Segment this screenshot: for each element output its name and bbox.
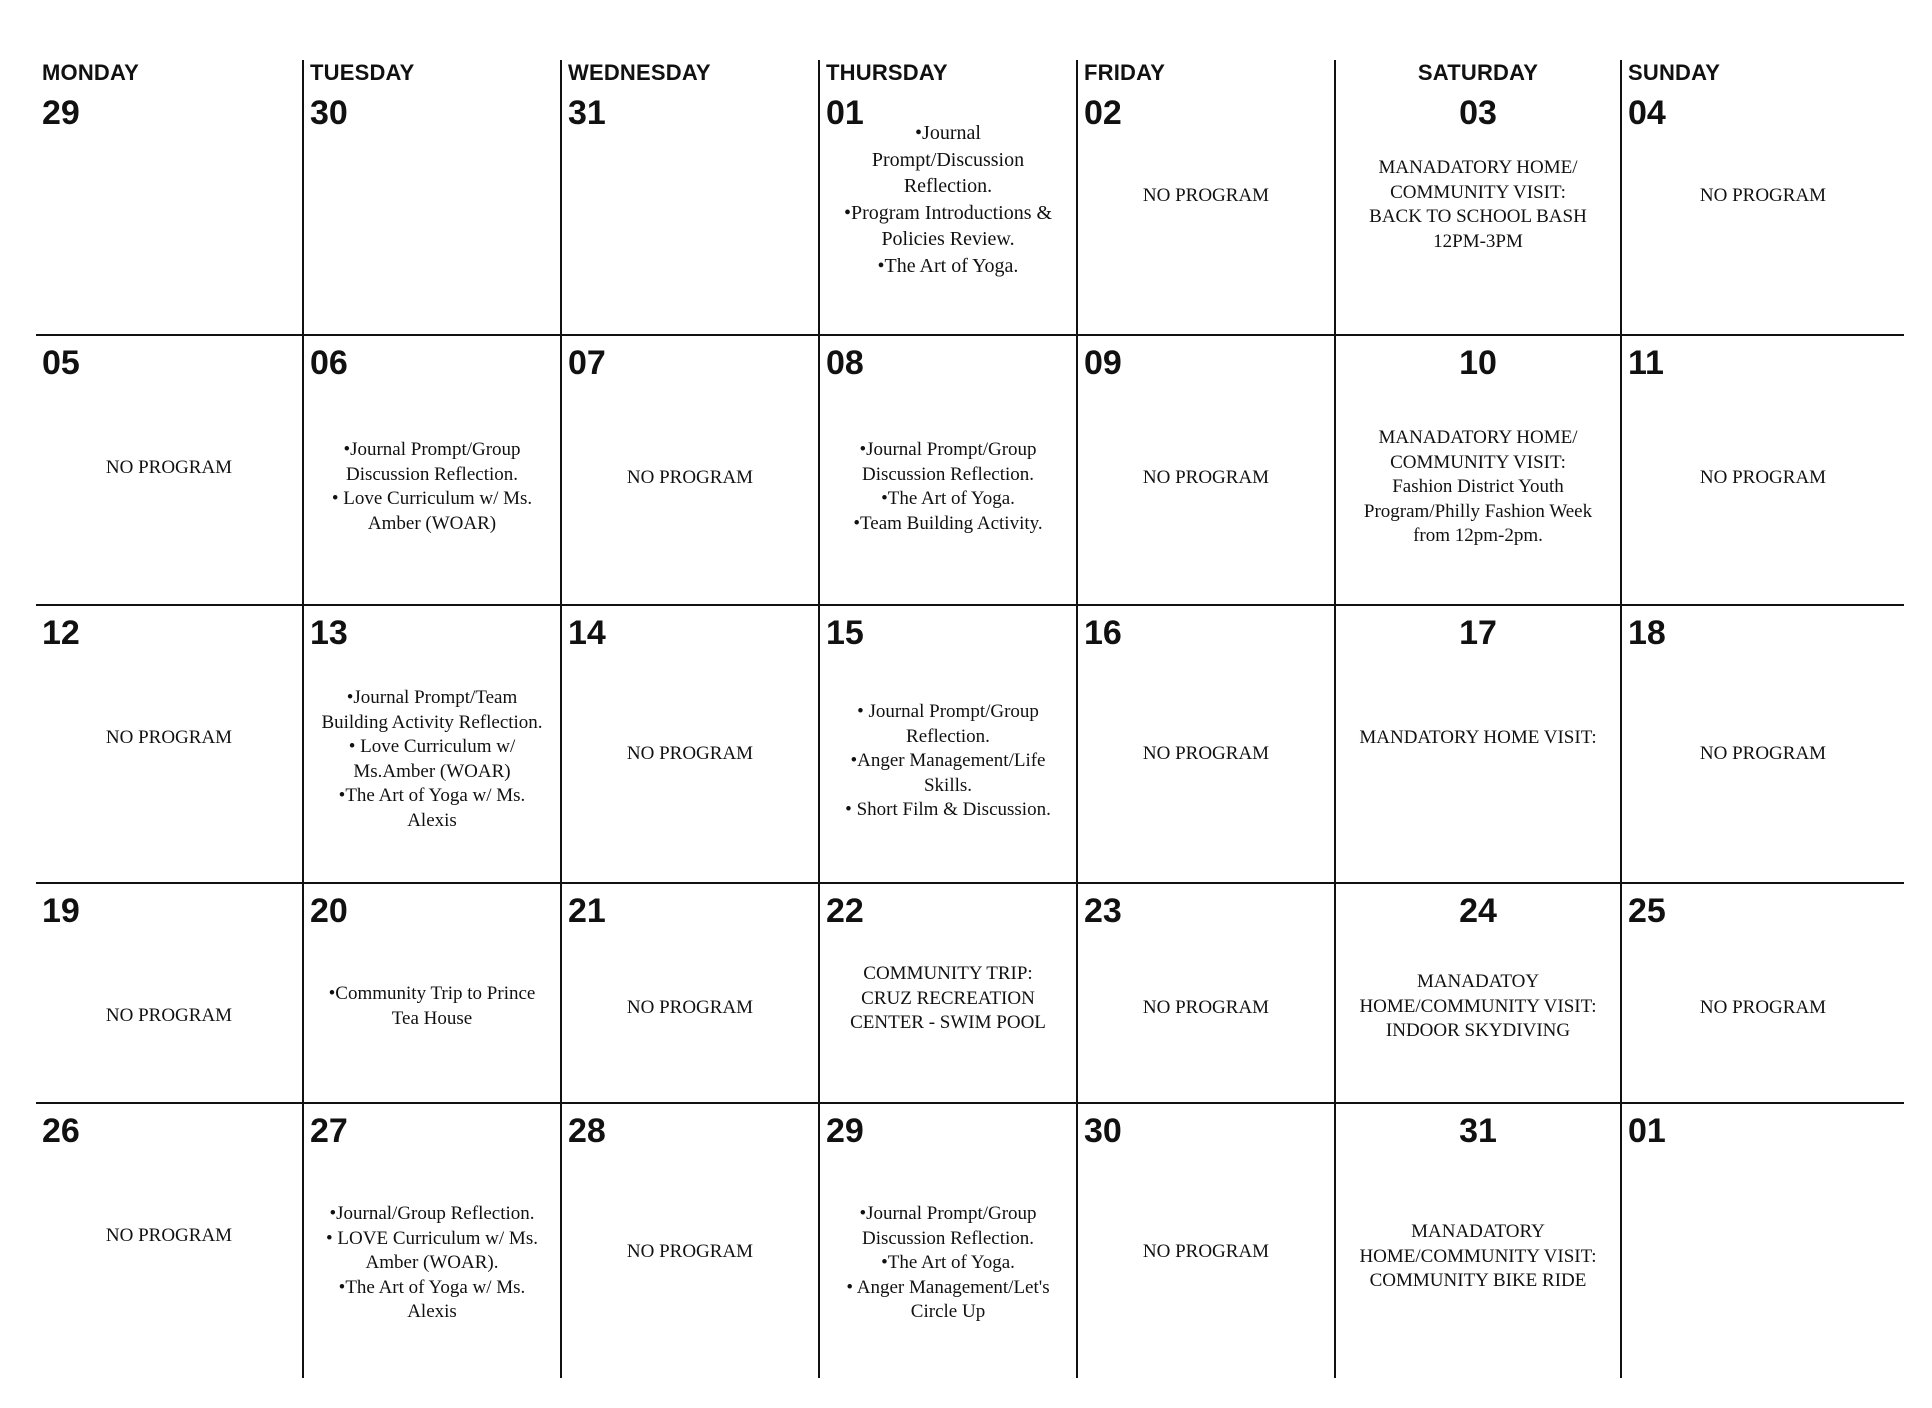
- day-number: 06: [310, 344, 348, 382]
- day-cell: [1076, 606, 1334, 884]
- event-line: NO PROGRAM: [1699, 185, 1827, 206]
- day-number: 05: [42, 344, 80, 382]
- event-line: NO PROGRAM: [626, 743, 754, 764]
- day-cell: [1076, 1104, 1334, 1378]
- event-line: COMMUNITY VISIT:: [1390, 181, 1566, 203]
- event-line: MANADATORY HOME/: [1378, 427, 1578, 448]
- day-number: 30: [1084, 1112, 1122, 1150]
- event-line: NO PROGRAM: [105, 1225, 233, 1246]
- event-line: • Journal Prompt/Group: [857, 701, 1039, 722]
- day-number: 01: [1628, 1112, 1666, 1150]
- day-number: 13: [310, 614, 348, 652]
- event-line: NO PROGRAM: [1142, 1241, 1270, 1262]
- event-line: COMMUNITY TRIP:: [863, 963, 1033, 984]
- event-text: [1340, 156, 1616, 254]
- event-line: NO PROGRAM: [105, 727, 233, 748]
- event-line: NO PROGRAM: [1142, 467, 1270, 488]
- event-line: Alexis: [407, 809, 457, 831]
- day-number: 29: [42, 94, 80, 132]
- event-line: Discussion Reflection.: [861, 1227, 1035, 1249]
- event-line: Ms.Amber (WOAR): [353, 760, 511, 782]
- event-text: [1082, 184, 1330, 209]
- event-line: NO PROGRAM: [1142, 743, 1270, 764]
- day-number: 08: [826, 344, 864, 382]
- weekday-header: TUESDAY: [310, 60, 415, 85]
- event-line: NO PROGRAM: [105, 1005, 233, 1026]
- event-line: Amber (WOAR): [367, 512, 497, 534]
- event-text: [40, 456, 298, 481]
- event-text: [1082, 742, 1330, 767]
- event-line: NO PROGRAM: [105, 457, 233, 478]
- day-number: 16: [1084, 614, 1122, 652]
- event-line: Discussion Reflection.: [345, 463, 519, 485]
- event-text: [824, 120, 1072, 279]
- event-line: • Love Curriculum w/ Ms.: [331, 488, 533, 509]
- event-line: Policies Review.: [881, 228, 1015, 250]
- event-text: [1082, 1240, 1330, 1265]
- event-line: •The Art of Yoga.: [881, 488, 1015, 509]
- day-cell: [560, 606, 818, 884]
- event-line: Prompt/Discussion: [871, 148, 1025, 171]
- day-cell: [818, 606, 1076, 884]
- day-cell: [818, 1104, 1076, 1378]
- event-line: NO PROGRAM: [1699, 467, 1827, 488]
- event-line: •Journal Prompt/Group: [343, 439, 521, 460]
- day-cell: [560, 884, 818, 1104]
- event-line: Skills.: [923, 774, 973, 796]
- day-number: 10: [1459, 344, 1497, 382]
- event-text: [1082, 466, 1330, 491]
- event-line: Reflection.: [903, 175, 993, 197]
- day-cell: [36, 60, 302, 336]
- event-line: CRUZ RECREATION: [861, 987, 1035, 1009]
- event-line: MANADATOY: [1416, 971, 1540, 992]
- day-number: 22: [826, 892, 864, 930]
- event-text: [308, 1202, 556, 1325]
- event-text: [1340, 1220, 1616, 1294]
- event-line: HOME/COMMUNITY VISIT:: [1359, 995, 1597, 1017]
- event-line: MANADATORY HOME/: [1378, 157, 1578, 178]
- event-line: Building Activity Reflection.: [321, 711, 543, 733]
- day-number: 07: [568, 344, 606, 382]
- event-line: Reflection.: [906, 725, 990, 747]
- event-line: from 12pm-2pm.: [1413, 525, 1543, 546]
- day-cell: [36, 336, 302, 606]
- event-line: •Team Building Activity.: [853, 512, 1043, 534]
- event-text: [1626, 742, 1900, 767]
- day-number: 29: [826, 1112, 864, 1150]
- event-text: [824, 1202, 1072, 1325]
- event-line: HOME/COMMUNITY VISIT:: [1359, 1245, 1597, 1267]
- day-cell: [302, 1104, 560, 1378]
- event-line: •Journal/Group Reflection.: [329, 1203, 535, 1224]
- day-number: 27: [310, 1112, 348, 1150]
- day-cell: [1334, 1104, 1620, 1378]
- event-line: • LOVE Curriculum w/ Ms.: [326, 1227, 538, 1249]
- event-text: [308, 438, 556, 536]
- day-number: 21: [568, 892, 606, 930]
- event-text: [1340, 426, 1616, 549]
- event-line: NO PROGRAM: [626, 1241, 754, 1262]
- event-line: •Program Introductions &: [843, 201, 1053, 224]
- day-number: 04: [1628, 94, 1666, 132]
- event-text: [40, 1004, 298, 1029]
- event-text: [566, 742, 814, 767]
- event-line: COMMUNITY BIKE RIDE: [1369, 1270, 1587, 1291]
- weekday-header: THURSDAY: [826, 60, 948, 85]
- event-text: [1082, 996, 1330, 1021]
- day-number: 11: [1628, 344, 1664, 382]
- weekday-header: MONDAY: [42, 60, 139, 85]
- event-line: NO PROGRAM: [1699, 743, 1827, 764]
- event-line: MANADATORY: [1411, 1221, 1545, 1242]
- weekday-header: SATURDAY: [1417, 60, 1539, 85]
- event-line: •The Art of Yoga w/ Ms.: [338, 1276, 526, 1298]
- event-line: •The Art of Yoga.: [881, 1252, 1015, 1273]
- event-text: [1626, 184, 1900, 209]
- day-number: 03: [1459, 94, 1497, 132]
- event-line: •Journal Prompt/Team: [346, 687, 518, 708]
- event-line: NO PROGRAM: [626, 467, 754, 488]
- event-line: • Anger Management/Let's: [846, 1276, 1050, 1298]
- event-line: Circle Up: [910, 1301, 986, 1322]
- day-cell: [818, 884, 1076, 1104]
- day-number: 20: [310, 892, 348, 930]
- event-line: BACK TO SCHOOL BASH: [1369, 206, 1587, 227]
- event-line: NO PROGRAM: [1142, 997, 1270, 1018]
- event-text: [566, 466, 814, 491]
- day-cell: [1076, 884, 1334, 1104]
- event-line: Discussion Reflection.: [861, 463, 1035, 485]
- month-calendar-grid: [36, 60, 1904, 1380]
- event-text: [824, 962, 1072, 1036]
- event-text: [1626, 466, 1900, 491]
- event-line: •Journal: [915, 122, 981, 144]
- day-number: 18: [1628, 614, 1666, 652]
- event-line: •The Art of Yoga w/ Ms.: [338, 785, 526, 806]
- event-text: [1340, 726, 1616, 751]
- event-line: Tea House: [391, 1007, 473, 1029]
- day-number: 31: [568, 94, 606, 132]
- day-number: 12: [42, 614, 80, 652]
- event-line: Alexis: [407, 1301, 457, 1322]
- day-number: 14: [568, 614, 606, 652]
- day-cell: [1620, 1104, 1904, 1378]
- day-number: 09: [1084, 344, 1122, 382]
- event-text: [566, 1240, 814, 1265]
- event-line: CENTER - SWIM POOL: [850, 1012, 1046, 1033]
- day-number: 25: [1628, 892, 1666, 930]
- day-cell: [560, 336, 818, 606]
- event-line: 12PM-3PM: [1433, 230, 1523, 252]
- event-text: [566, 996, 814, 1021]
- day-number: 26: [42, 1112, 80, 1150]
- day-cell: [302, 606, 560, 884]
- day-cell: [36, 1104, 302, 1378]
- event-line: NO PROGRAM: [1699, 997, 1827, 1018]
- event-text: [308, 982, 556, 1031]
- day-cell: [1334, 606, 1620, 884]
- day-number: 02: [1084, 94, 1122, 132]
- day-cell: [1620, 336, 1904, 606]
- event-text: [308, 686, 556, 833]
- event-line: INDOOR SKYDIVING: [1385, 1020, 1571, 1041]
- event-text: [824, 438, 1072, 536]
- day-cell: [560, 1104, 818, 1378]
- event-text: [824, 700, 1072, 823]
- event-line: • Short Film & Discussion.: [845, 799, 1051, 820]
- day-number: 15: [826, 614, 864, 652]
- day-number: 19: [42, 892, 80, 930]
- weekday-header: SUNDAY: [1628, 60, 1721, 85]
- weekday-header: FRIDAY: [1084, 60, 1166, 85]
- day-cell: [302, 884, 560, 1104]
- day-cell: [302, 60, 560, 336]
- day-cell: [1334, 336, 1620, 606]
- event-line: •Journal Prompt/Group: [859, 439, 1037, 460]
- event-line: •Anger Management/Life: [850, 750, 1046, 771]
- weekday-header: WEDNESDAY: [568, 60, 711, 85]
- event-text: [40, 726, 298, 751]
- day-cell: [1076, 336, 1334, 606]
- day-number: 23: [1084, 892, 1122, 930]
- day-number: 30: [310, 94, 348, 132]
- day-number: 24: [1459, 892, 1497, 930]
- day-cell: [560, 60, 818, 336]
- event-text: [1340, 970, 1616, 1044]
- day-cell: [1620, 884, 1904, 1104]
- day-cell: [818, 336, 1076, 606]
- event-text: [40, 1224, 298, 1249]
- day-cell: [1334, 60, 1620, 336]
- event-line: Program/Philly Fashion Week: [1363, 500, 1593, 522]
- event-line: NO PROGRAM: [1142, 185, 1270, 206]
- day-cell: [1620, 606, 1904, 884]
- event-line: • Love Curriculum w/: [348, 736, 516, 757]
- day-cell: [302, 336, 560, 606]
- day-cell: [1334, 884, 1620, 1104]
- day-number: 31: [1459, 1112, 1497, 1150]
- event-line: •Community Trip to Prince: [328, 983, 536, 1004]
- event-line: MANDATORY HOME VISIT:: [1359, 727, 1597, 748]
- event-line: NO PROGRAM: [626, 997, 754, 1018]
- day-cell: [36, 884, 302, 1104]
- day-cell: [818, 60, 1076, 336]
- event-text: [1626, 996, 1900, 1021]
- event-line: Amber (WOAR).: [365, 1252, 499, 1273]
- day-number: 17: [1459, 614, 1497, 652]
- day-number: 28: [568, 1112, 606, 1150]
- day-number: 01: [826, 94, 864, 132]
- event-line: •The Art of Yoga.: [877, 254, 1019, 277]
- day-cell: [36, 606, 302, 884]
- event-line: COMMUNITY VISIT:: [1390, 451, 1566, 473]
- event-line: •Journal Prompt/Group: [859, 1203, 1037, 1224]
- day-cell: [1076, 60, 1334, 336]
- event-line: Fashion District Youth: [1392, 476, 1564, 497]
- day-cell: [1620, 60, 1904, 336]
